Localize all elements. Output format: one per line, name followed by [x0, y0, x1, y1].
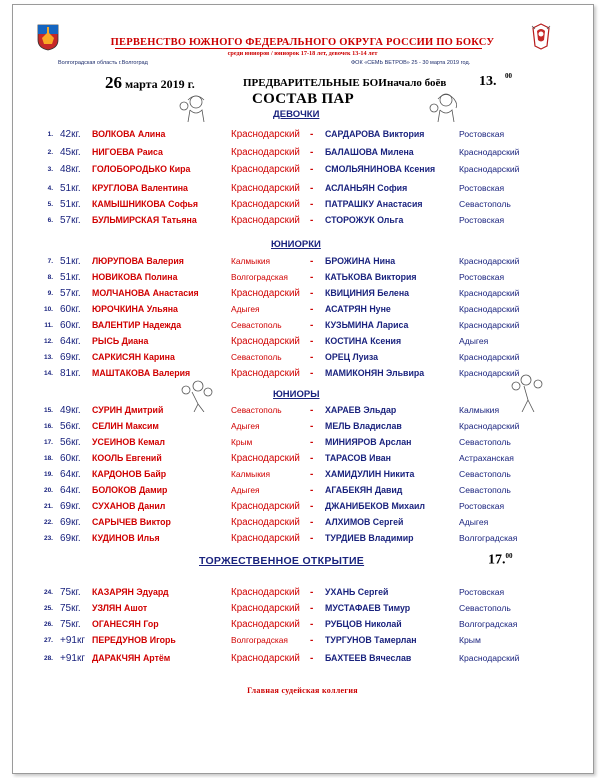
title-underline — [115, 48, 482, 49]
bout-number: 9. — [47, 290, 53, 297]
weight-class: 48кг. — [60, 164, 81, 175]
blue-corner-name: УХАНЬ Сергей — [325, 587, 389, 597]
vs-dash: - — [310, 501, 314, 512]
bout-number: 27. — [43, 637, 53, 644]
blue-corner-name: МУСТАФАЕВ Тимур — [325, 603, 411, 613]
blue-corner-name: СМОЛЬЯНИНОВА Ксения — [325, 164, 436, 174]
red-corner-region: Краснодарский — [231, 183, 300, 194]
bout-number: 3. — [47, 166, 53, 173]
bout-number: 19. — [43, 471, 53, 478]
red-corner-region: Краснодарский — [231, 215, 300, 226]
vs-dash: - — [310, 619, 314, 630]
bout-number: 22. — [43, 519, 53, 526]
red-corner-name: КАЗАРЯН Эдуард — [92, 587, 169, 597]
blue-corner-name: ХАМИДУЛИН Никита — [325, 469, 415, 479]
red-corner-name: СУХАНОВ Данил — [92, 501, 166, 511]
vs-dash: - — [310, 129, 314, 140]
red-corner-name: МАШТАКОВА Валерия — [92, 368, 191, 378]
table-row — [0, 214, 605, 227]
bout-number: 21. — [43, 503, 53, 510]
red-corner-name: КУДИНОВ Илья — [92, 533, 160, 543]
weight-class: 60кг. — [60, 304, 81, 315]
vs-dash: - — [310, 215, 314, 226]
blue-corner-name: ТУРДИЕВ Владимир — [325, 533, 414, 543]
red-corner-region: Краснодарский — [231, 517, 300, 528]
vs-dash: - — [310, 533, 314, 544]
ceremony-minutes: 00 — [505, 552, 513, 560]
table-row — [0, 335, 605, 348]
red-corner-region: Адыгея — [231, 304, 260, 314]
weight-class: 69кг. — [60, 533, 81, 544]
bout-number: 1. — [47, 131, 53, 138]
start-label: начало боёв — [387, 77, 447, 89]
blue-corner-name: АГАБЕКЯН Давид — [325, 485, 403, 495]
bout-number: 28. — [43, 655, 53, 662]
vs-dash: - — [310, 469, 314, 480]
blue-corner-region: Адыгея — [459, 517, 489, 527]
bout-number: 11. — [44, 322, 53, 329]
boxer-girl-sketch-right-icon — [426, 90, 464, 122]
blue-corner-name: ПАТРАШКУ Анастасия — [325, 199, 423, 209]
table-row — [0, 634, 605, 647]
table-row — [0, 182, 605, 195]
vs-dash: - — [310, 288, 314, 299]
red-corner-region: Адыгея — [231, 421, 260, 431]
bout-number: 25. — [43, 605, 53, 612]
document-title: СОСТАВ ПАР — [252, 91, 355, 107]
bout-number: 24. — [43, 589, 53, 596]
section-junior-women: ЮНИОРКИ — [271, 239, 321, 250]
blue-corner-name: РУБЦОВ Николай — [325, 619, 402, 629]
blue-corner-name: МАМИКОНЯН Эльвира — [325, 368, 425, 378]
judges-panel-footer: Главная судейская коллегия — [247, 686, 358, 695]
red-corner-name: УСЕИНОВ Кемал — [92, 437, 166, 447]
weight-class: 51кг. — [60, 256, 81, 267]
red-corner-region: Калмыкия — [231, 469, 271, 479]
vs-dash: - — [310, 336, 314, 347]
red-corner-name: ОГАНЕСЯН Гор — [92, 619, 159, 629]
vs-dash: - — [310, 164, 314, 175]
table-row — [0, 602, 605, 615]
vs-dash: - — [310, 453, 314, 464]
blue-corner-name: БРОЖИНА Нина — [325, 256, 396, 266]
section-girls: ДЕВОЧКИ — [273, 109, 320, 120]
blue-corner-name: ДЖАНИБЕКОВ Михаил — [325, 501, 425, 511]
red-corner-name: КРУГЛОВА Валентина — [92, 183, 188, 193]
red-corner-name: ГОЛОБОРОДЬКО Кира — [92, 164, 191, 174]
date-day: 26 — [105, 73, 122, 92]
blue-corner-region: Краснодарский — [459, 653, 520, 663]
blue-corner-region: Ростовская — [459, 183, 505, 193]
table-row — [0, 271, 605, 284]
blue-corner-region: Адыгея — [459, 336, 489, 346]
vs-dash: - — [310, 352, 314, 363]
blue-corner-region: Краснодарский — [459, 147, 520, 157]
weight-class: 57кг. — [60, 215, 81, 226]
weight-class: 69кг. — [60, 501, 81, 512]
start-time-minutes: 00 — [505, 72, 512, 80]
vs-dash: - — [310, 147, 314, 158]
weight-class: 60кг. — [60, 320, 81, 331]
blue-corner-region: Ростовская — [459, 129, 505, 139]
weight-class: 64кг. — [60, 469, 81, 480]
red-corner-region: Севастополь — [231, 320, 282, 330]
vs-dash: - — [310, 437, 314, 448]
vs-dash: - — [310, 183, 314, 194]
vs-dash: - — [310, 199, 314, 210]
vs-dash: - — [310, 587, 314, 598]
red-corner-region: Волгоградская — [231, 635, 288, 645]
table-row — [0, 436, 605, 449]
blue-corner-name: КВИЦИНИЯ Белена — [325, 288, 410, 298]
table-row — [0, 500, 605, 513]
start-time: 13. — [479, 74, 497, 89]
weight-class: 60кг. — [60, 453, 81, 464]
vs-dash: - — [310, 304, 314, 315]
table-row — [0, 468, 605, 481]
red-corner-name: СЕЛИН Максим — [92, 421, 159, 431]
section-junior-men: ЮНИОРЫ — [273, 389, 320, 400]
blue-corner-region: Севастополь — [459, 485, 511, 495]
red-corner-region: Краснодарский — [231, 501, 300, 512]
table-row — [0, 652, 605, 665]
vs-dash: - — [310, 635, 314, 646]
bout-number: 18. — [43, 455, 53, 462]
vs-dash: - — [310, 517, 314, 528]
vs-dash: - — [310, 421, 314, 432]
table-row — [0, 319, 605, 332]
table-row — [0, 128, 605, 141]
table-row — [0, 404, 605, 417]
blue-corner-name: МЕЛЬ Владислав — [325, 421, 402, 431]
red-corner-region: Краснодарский — [231, 587, 300, 598]
weight-class: 42кг. — [60, 129, 81, 140]
red-corner-name: ВАЛЕНТИР Надежда — [92, 320, 182, 330]
weight-class: 64кг. — [60, 336, 81, 347]
red-corner-region: Краснодарский — [231, 368, 300, 379]
blue-corner-name: ТУРГУНОВ Тамерлан — [325, 635, 417, 645]
blue-corner-region: Ростовская — [459, 501, 505, 511]
table-row — [0, 586, 605, 599]
blue-corner-name: БАЛАШОВА Милена — [325, 147, 414, 157]
bout-number: 20. — [43, 487, 53, 494]
bout-number: 4. — [47, 185, 53, 192]
red-corner-region: Калмыкия — [231, 256, 271, 266]
venue-dates: ФОК «СЕМЬ ВЕТРОВ» 25 - 30 марта 2019 год. — [351, 60, 471, 66]
blue-corner-region: Ростовская — [459, 587, 505, 597]
bout-number: 6. — [47, 217, 53, 224]
blue-corner-region: Краснодарский — [459, 304, 520, 314]
blue-corner-region: Севастополь — [459, 199, 511, 209]
table-row — [0, 351, 605, 364]
championship-title: ПЕРВЕНСТВО ЮЖНОГО ФЕДЕРАЛЬНОГО ОКРУГА РОССИИ ПО БОКСУ — [110, 37, 495, 48]
red-corner-name: КООЛЬ Евгений — [92, 453, 162, 463]
red-corner-name: СУРИН Дмитрий — [92, 405, 164, 415]
bout-number: 12. — [43, 338, 53, 345]
blue-corner-region: Краснодарский — [459, 288, 520, 298]
championship-subtitle: среди юниоров / юниорок 17-18 лет, девочек 13-14 лет — [227, 50, 378, 57]
bout-number: 17. — [43, 439, 53, 446]
blue-corner-region: Волгоградская — [459, 533, 518, 543]
table-row — [0, 618, 605, 631]
opening-ceremony-label: ТОРЖЕСТВЕННОЕ ОТКРЫТИЕ — [199, 555, 365, 567]
table-row — [0, 367, 605, 380]
red-corner-name: САРЫЧЕВ Виктор — [92, 517, 171, 527]
bout-number: 15. — [43, 407, 53, 414]
red-corner-region: Краснодарский — [231, 288, 300, 299]
red-corner-name: НОВИКОВА Полина — [92, 272, 178, 282]
blue-corner-region: Краснодарский — [459, 320, 520, 330]
table-row — [0, 452, 605, 465]
bout-number: 5. — [47, 201, 53, 208]
blue-corner-region: Севастополь — [459, 603, 511, 613]
weight-class: 75кг. — [60, 603, 81, 614]
blue-corner-region: Калмыкия — [459, 405, 500, 415]
red-corner-region: Краснодарский — [231, 653, 300, 664]
blue-corner-name: КОСТИНА Ксения — [325, 336, 402, 346]
table-row — [0, 516, 605, 529]
red-corner-name: МОЛЧАНОВА Анастасия — [92, 288, 199, 298]
weight-class: 69кг. — [60, 517, 81, 528]
opening-ceremony-time — [488, 552, 513, 569]
blue-corner-region: Краснодарский — [459, 368, 520, 378]
blue-corner-region: Краснодарский — [459, 164, 520, 174]
table-row — [0, 255, 605, 268]
blue-corner-name: БАХТЕЕВ Вячеслав — [325, 653, 412, 663]
table-row — [0, 420, 605, 433]
red-corner-region: Севастополь — [231, 352, 282, 362]
vs-dash: - — [310, 256, 314, 267]
red-corner-region: Севастополь — [231, 405, 282, 415]
blue-corner-region: Ростовская — [459, 272, 505, 282]
weight-class: 81кг. — [60, 368, 81, 379]
bout-number: 23. — [43, 535, 53, 542]
blue-corner-name: ТАРАСОВ Иван — [325, 453, 391, 463]
weight-class: 45кг. — [60, 147, 81, 158]
weight-class: +91кг — [60, 635, 85, 646]
stage-label: ПРЕДВАРИТЕЛЬНЫЕ БОИ — [243, 77, 387, 89]
blue-corner-region: Севастополь — [459, 469, 511, 479]
red-corner-region: Краснодарский — [231, 336, 300, 347]
blue-corner-name: СТОРОЖУК Ольга — [325, 215, 404, 225]
weight-class: 51кг. — [60, 272, 81, 283]
blue-corner-name: САРДАРОВА Виктория — [325, 129, 425, 139]
table-row — [0, 163, 605, 176]
red-corner-name: ДАРАКЧЯН Артём — [92, 653, 171, 663]
blue-corner-region: Краснодарский — [459, 256, 520, 266]
boxer-girl-sketch-left-icon — [178, 92, 214, 122]
table-row — [0, 287, 605, 300]
table-row — [0, 146, 605, 159]
vs-dash: - — [310, 603, 314, 614]
weight-class: 56кг. — [60, 437, 81, 448]
red-corner-region: Краснодарский — [231, 603, 300, 614]
weight-class: 51кг. — [60, 199, 81, 210]
red-corner-name: БОЛОКОВ Дамир — [92, 485, 168, 495]
red-corner-region: Краснодарский — [231, 619, 300, 630]
blue-corner-name: ОРЕЦ Луиза — [325, 352, 379, 362]
blue-corner-name: КАТЬКОВА Виктория — [325, 272, 417, 282]
red-corner-name: ВОЛКОВА Алина — [92, 129, 166, 139]
weight-class: 69кг. — [60, 352, 81, 363]
vs-dash: - — [310, 320, 314, 331]
vs-dash: - — [310, 272, 314, 283]
red-corner-region: Краснодарский — [231, 164, 300, 175]
red-corner-name: КАМЫШНИКОВА Софья — [92, 199, 199, 209]
red-corner-region: Крым — [231, 437, 253, 447]
blue-corner-region: Севастополь — [459, 437, 511, 447]
blue-corner-region: Краснодарский — [459, 421, 520, 431]
blue-corner-region: Крым — [459, 635, 481, 645]
blue-corner-name: АСЛАНЬЯН София — [325, 183, 408, 193]
weight-class: 56кг. — [60, 421, 81, 432]
red-corner-name: НИГОЕВА Раиса — [92, 147, 163, 157]
weight-class: 64кг. — [60, 485, 81, 496]
vs-dash: - — [310, 405, 314, 416]
red-corner-name: БУЛЬМИРСКАЯ Татьяна — [92, 215, 197, 225]
weight-class: 75кг. — [60, 587, 81, 598]
date-line — [105, 72, 512, 93]
blue-corner-region: Краснодарский — [459, 352, 520, 362]
blue-corner-name: МИНИЯРОВ Арслан — [325, 437, 412, 447]
date-month-year: марта 2019 г. — [125, 77, 195, 91]
red-corner-region: Волгоградская — [231, 272, 288, 282]
red-corner-name: КАРДОНОВ Байр — [92, 469, 167, 479]
bout-number: 16. — [43, 423, 53, 430]
vs-dash: - — [310, 368, 314, 379]
weight-class: +91кг — [60, 653, 85, 664]
blue-corner-region: Волгоградская — [459, 619, 518, 629]
red-corner-region: Краснодарский — [231, 129, 300, 140]
blue-corner-name: ХАРАЕВ Эльдар — [325, 405, 397, 415]
red-corner-name: РЫСЬ Диана — [92, 336, 149, 346]
blue-corner-region: Астраханская — [459, 453, 514, 463]
vs-dash: - — [310, 485, 314, 496]
ceremony-hour: 17. — [488, 552, 506, 568]
weight-class: 49кг. — [60, 405, 81, 416]
red-corner-name: ЛЮРУПОВА Валерия — [92, 256, 184, 266]
red-corner-name: УЗЛЯН Ашот — [92, 603, 148, 613]
red-corner-name: ЮРОЧКИНА Ульяна — [92, 304, 178, 314]
table-row — [0, 532, 605, 545]
table-row — [0, 303, 605, 316]
red-corner-name: САРКИСЯН Карина — [92, 352, 175, 362]
bout-number: 13. — [43, 354, 53, 361]
blue-corner-name: АЛХИМОВ Сергей — [325, 517, 404, 527]
blue-corner-name: АСАТРЯН Нуне — [325, 304, 391, 314]
table-row — [0, 198, 605, 211]
bout-number: 8. — [47, 274, 53, 281]
table-row — [0, 484, 605, 497]
blue-corner-name: КУЗЬМИНА Лариса — [325, 320, 409, 330]
red-corner-region: Краснодарский — [231, 453, 300, 464]
red-corner-name: ПЕРЕДУНОВ Игорь — [92, 635, 176, 645]
weight-class: 75кг. — [60, 619, 81, 630]
venue-region: Волгоградская область г.Волгоград — [58, 60, 148, 66]
bout-number: 7. — [47, 258, 53, 265]
bout-number: 26. — [43, 621, 53, 628]
red-corner-region: Краснодарский — [231, 147, 300, 158]
blue-corner-region: Ростовская — [459, 215, 505, 225]
red-corner-region: Краснодарский — [231, 533, 300, 544]
bout-number: 14. — [43, 370, 53, 377]
weight-class: 57кг. — [60, 288, 81, 299]
red-corner-region: Адыгея — [231, 485, 260, 495]
red-corner-region: Краснодарский — [231, 199, 300, 210]
bout-number: 10. — [43, 306, 53, 313]
weight-class: 51кг. — [60, 183, 81, 194]
vs-dash: - — [310, 653, 314, 664]
bout-number: 2. — [47, 149, 53, 156]
